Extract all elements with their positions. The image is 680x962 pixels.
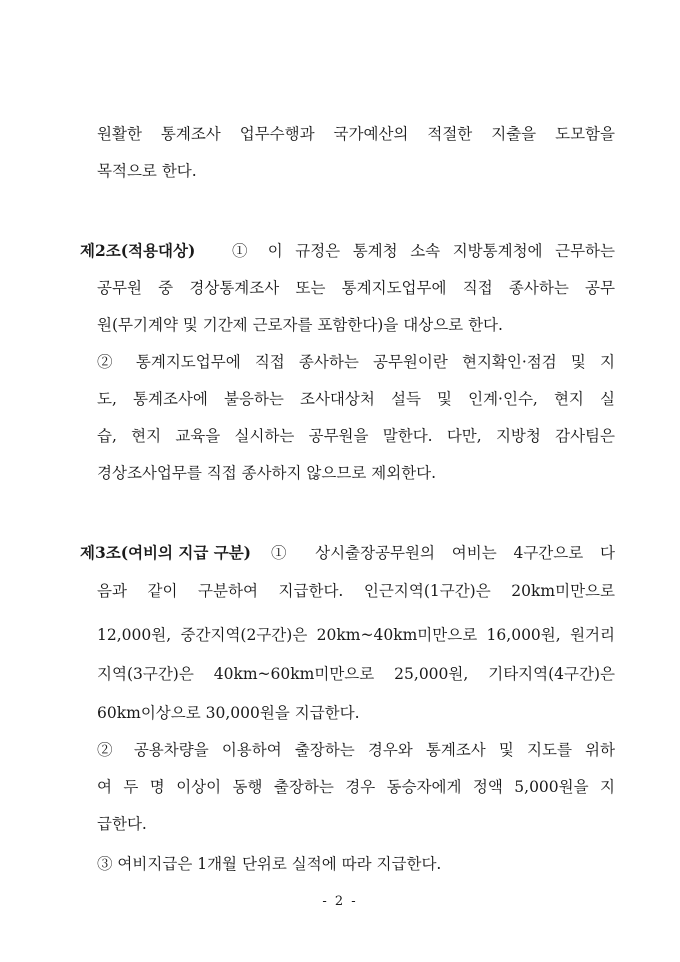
article2-clause1-line-2: 공무원 중 경상통계조사 또는 통계지도업무에 직접 종사하는 공무 (97, 279, 615, 297)
intro-line-2: 목적으로 한다. (97, 162, 197, 180)
intro-line-1: 원활한 통계조사 업무수행과 국가예산의 적절한 지출을 도모함을 (97, 125, 615, 143)
article2-heading: 제2조(적용대상) (80, 241, 196, 260)
article3-clause2-line-2: 여 두 명 이상이 동행 출장하는 경우 동승자에게 정액 5,000원을 지 (97, 778, 615, 796)
article3-clause1-line-1: ① 상시출장공무원의 여비는 4구간으로 다 (271, 544, 615, 562)
article3-clause1-line-4: 지역(3구간)은 40km~60km미만으로 25,000원, 기타지역(4구간)은 (97, 665, 615, 683)
article3-clause1-line-3: 12,000원, 중간지역(2구간)은 20km~40km미만으로 16,000원, 원거리 (97, 626, 615, 644)
article3-clause3-line-1: ③ 여비지급은 1개월 단위로 실적에 따라 지급한다. (97, 855, 442, 873)
article2-clause1-line-1: ① 이 규정은 통계청 소속 지방통계청에 근무하는 (232, 242, 615, 260)
article3-clause1-line-2: 음과 같이 구분하여 지급한다. 인근지역(1구간)은 20km미만으로 (97, 582, 615, 600)
article2-clause2-line-1: ② 통계지도업무에 직접 종사하는 공무원이란 현지확인·점검 및 지 (97, 353, 615, 371)
article3-clause2-line-1: ② 공용차량을 이용하여 출장하는 경우와 통계조사 및 지도를 위하 (97, 741, 615, 759)
page-number: - 2 - (322, 894, 358, 909)
article3-clause2-line-3: 급한다. (97, 815, 147, 833)
article3-heading: 제3조(여비의 지급 구분) (80, 543, 252, 562)
article3-clause1-line-5: 60km이상으로 30,000원을 지급한다. (97, 704, 360, 722)
article2-clause1-line-3: 원(무기계약 및 기간제 근로자를 포함한다)을 대상으로 한다. (97, 316, 503, 334)
article2-clause2-line-2: 도, 통계조사에 불응하는 조사대상처 설득 및 인계·인수, 현지 실 (97, 390, 615, 408)
article2-clause2-line-3: 습, 현지 교육을 실시하는 공무원을 말한다. 다만, 지방청 감사팀은 (97, 427, 615, 445)
article2-clause2-line-4: 경상조사업무를 직접 종사하지 않으므로 제외한다. (97, 464, 437, 482)
